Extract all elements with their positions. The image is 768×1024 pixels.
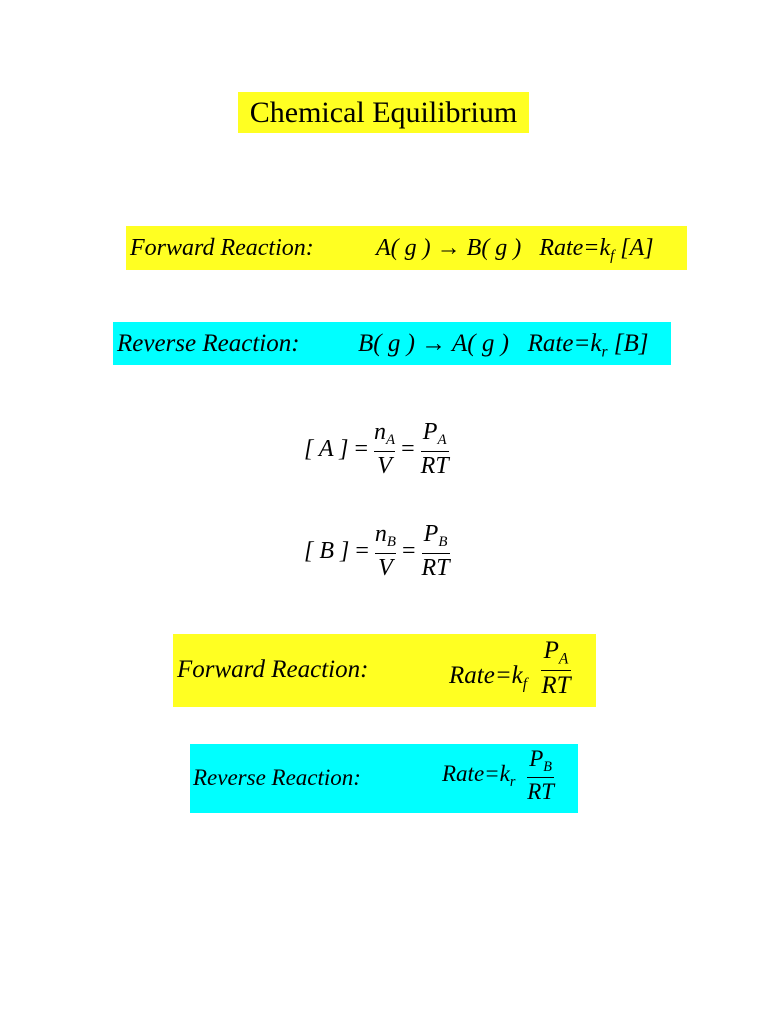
p-symbol: P — [422, 419, 438, 445]
forward-rate-prefix: Rate=k — [539, 235, 611, 261]
fraction-p-over-rt — [422, 522, 450, 582]
conc-b-lhs: [ B ] — [304, 538, 350, 565]
p-sub: A — [437, 432, 447, 449]
n-sub: A — [386, 432, 396, 449]
title-text: Chemical Equilibrium — [249, 96, 518, 129]
reverse-reaction-label: Reverse Reaction: — [117, 330, 300, 357]
p-symbol: P — [529, 746, 544, 771]
reverse-pressure-rate-sub: r — [509, 773, 516, 790]
p-symbol: P — [423, 521, 439, 547]
fraction-n-over-v — [374, 420, 395, 480]
fraction-bar — [422, 553, 450, 555]
p-sub: A — [558, 650, 569, 668]
fraction-bar — [527, 777, 554, 779]
reverse-pressure-box — [190, 744, 578, 813]
fraction-n-over-v — [375, 522, 396, 582]
forward-reaction-box — [126, 226, 687, 270]
equals-sign: = — [355, 538, 369, 565]
concentration-a-equation — [304, 420, 449, 480]
fraction-bar — [375, 553, 396, 555]
p-symbol: P — [543, 637, 559, 664]
n-sub: B — [386, 534, 396, 551]
reverse-pressure-rate-prefix: Rate=k — [442, 760, 510, 786]
concentration-b-equation — [304, 522, 450, 582]
arrow-icon: → — [421, 330, 447, 357]
conc-a-lhs: [ A ] — [304, 436, 349, 463]
rt-symbol: RT — [527, 779, 555, 805]
fraction-bar — [541, 670, 570, 672]
reverse-pressure-label: Reverse Reaction: — [193, 765, 361, 790]
forward-rate-sub: f — [610, 248, 615, 265]
forward-pressure-rate-sub: f — [522, 675, 528, 693]
fraction-p-over-rt — [527, 747, 554, 805]
n-symbol: n — [374, 521, 387, 547]
forward-pressure-box — [173, 634, 596, 707]
forward-reactant: A( g ) — [376, 235, 431, 261]
fraction-p-over-rt — [421, 420, 449, 480]
reverse-pressure-rate — [442, 747, 554, 805]
forward-rate-conc: [A] — [620, 235, 654, 261]
n-symbol: n — [374, 419, 387, 445]
fraction-p-over-rt — [541, 638, 570, 699]
fraction-bar — [374, 451, 395, 453]
forward-pressure-label: Forward Reaction: — [177, 656, 369, 683]
v-symbol: V — [378, 555, 393, 582]
rt-symbol: RT — [420, 453, 449, 480]
fraction-bar — [421, 451, 449, 453]
forward-product: B( g ) — [466, 235, 522, 261]
reverse-reaction-box — [113, 322, 671, 365]
equals-sign: = — [401, 436, 415, 463]
forward-reaction-label: Forward Reaction: — [130, 235, 314, 261]
rt-symbol: RT — [541, 672, 571, 700]
p-sub: B — [543, 758, 552, 775]
page-title — [238, 92, 529, 133]
reverse-product: A( g ) — [451, 330, 509, 357]
forward-reaction-equation — [376, 226, 654, 278]
equals-sign: = — [354, 436, 369, 463]
equals-sign: = — [401, 538, 416, 565]
p-sub: B — [438, 534, 448, 551]
forward-pressure-rate — [449, 638, 571, 699]
arrow-icon: → — [436, 235, 461, 261]
reverse-reactant: B( g ) — [358, 330, 415, 357]
reverse-reaction-equation — [358, 322, 648, 373]
rt-symbol: RT — [421, 555, 450, 582]
forward-pressure-rate-prefix: Rate=k — [449, 662, 523, 689]
v-symbol: V — [377, 453, 392, 480]
reverse-rate-prefix: Rate=k — [527, 330, 602, 357]
reverse-rate-conc: [B] — [613, 330, 649, 357]
reverse-rate-sub: r — [601, 343, 608, 361]
